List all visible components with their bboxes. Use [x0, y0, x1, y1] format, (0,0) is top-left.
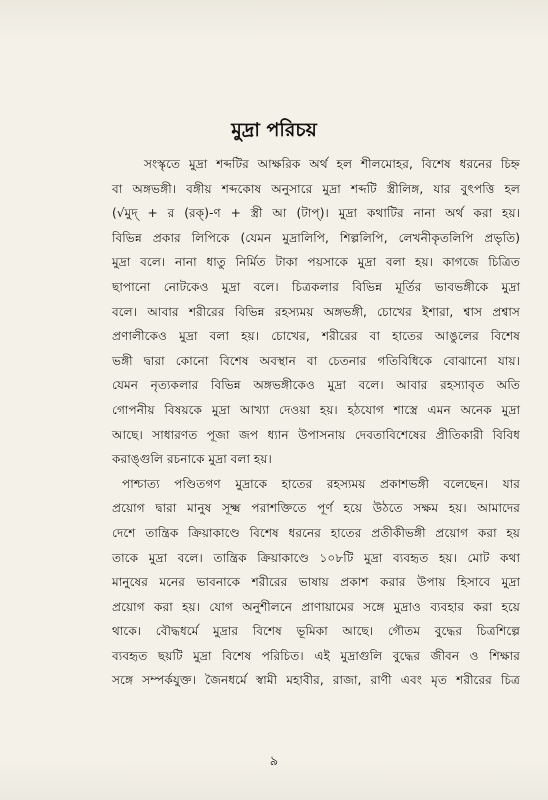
text-line: প্রয়োগ করা হয়। যোগ অনুশীলনে প্রাণায়ামের সঙ্গে মুদ্রাও ব্যবহার করা হয়ে	[112, 599, 520, 614]
text-line: থাকে। বৌদ্ধধর্মে মুদ্রার বিশেষ ভূমিকা আছে। গৌতম বুদ্ধের চিত্রশিল্পে	[112, 624, 520, 639]
text-line: মুদ্রা বলে। নানা ধাতু নির্মিত টাকা পয়সাকে মুদ্রা বলা হয়। কাগজে চিত্রিত	[112, 255, 520, 270]
text-line: বলে। আবার শরীরের বিভিন্ন রহস্যময় অঙ্গভঙ্গী, চোখের ইশারা, শ্বাস প্রশ্বাস	[112, 304, 520, 319]
text-line: বা অঙ্গভঙ্গী। বঙ্গীয় শব্দকোষ অনুসারে মুদ্রা শব্দটি স্ত্রীলিঙ্গ, যার বুৎপত্তি হল	[112, 181, 520, 196]
text-line: ছাপানো নোটকেও মুদ্রা বলে। চিত্রকলার বিভিন্ন মূর্তির ভাবভঙ্গীকে মুদ্রা	[112, 279, 520, 294]
text-line: আছে। সাধারণত পূজা জপ ধ্যান উপাসনায় দেবতাবিশেষের প্রীতিকারী বিবিধ	[112, 427, 520, 442]
text-line: ব্যবহৃত ছয়টি মুদ্রা বিশেষ পরিচিত। এই মুদ্রাগুলি বুদ্ধের জীবন ও শিক্ষার	[112, 648, 520, 663]
chapter-title: মুদ্রা পরিচয়	[231, 119, 317, 141]
text-line: ভঙ্গী দ্বারা কোনো বিশেষ অবস্থান বা চেতনার গতিবিধিকে বোঝানো যায়।	[112, 353, 520, 368]
page-number: ৯	[269, 754, 279, 769]
body-text	[112, 152, 520, 693]
text-line: বিভিন্ন প্রকার লিপিকে (যেমন মুদ্রালিপি, শিল্পলিপি, লেখনীকৃতলিপি প্রভৃতি)	[112, 230, 520, 245]
text-line: গোপনীয় বিষয়কে মুদ্রা আখ্যা দেওয়া হয়। হঠযোগ শাস্ত্রে এমন অনেক মুদ্রা	[112, 402, 520, 417]
text-line: প্রণালীকেও মুদ্রা বলা হয়। চোখের, শরীরের বা হাতের আঙুলের বিশেষ	[112, 329, 520, 344]
text-line: করাঙ্গুলি রচনাকে মুদ্রা বলা হয়।	[112, 452, 272, 467]
text-line: (√মুদ্ + র (রক্)-ণ + স্ত্রী আ (টাপ্)। মুদ্রা কথাটির নানা অর্থ করা হয়।	[112, 206, 520, 221]
text-line: সংস্কৃতে মুদ্রা শব্দটির আক্ষরিক অর্থ হল শীলমোহর, বিশেষ ধরনের চিহ্ন	[144, 157, 520, 171]
text-line: তাকে মুদ্রা বলে। তান্ত্রিক ক্রিয়াকাণ্ডে ১০৮টি মুদ্রা ব্যবহৃত হয়। মোট কথা	[112, 550, 520, 565]
text-line: মানুষের মনের ভাবনাকে শরীরের ভাষায় প্রকাশ করার উপায় হিসাবে মুদ্রা	[112, 575, 520, 590]
text-line: পাশ্চাত্য পণ্ডিতগণ মুদ্রাকে হাতের রহস্যময় প্রকাশভঙ্গী বলেছেন। যার	[122, 476, 520, 491]
text-line: সঙ্গে সম্পর্কযুক্ত। জৈনধর্মে স্বামী মহাবীর, রাজা, রাণী এবং মৃত শরীরের চিত্র	[112, 673, 520, 688]
text-line: যেমন নৃত্যকলার বিভিন্ন অঙ্গভঙ্গীকেও মুদ্রা বলে। আবার রহস্যাবৃত অতি	[112, 378, 520, 393]
bleed-through-text	[220, 8, 420, 18]
text-line: প্রয়োগ দ্বারা মানুষ সূক্ষ্ম পরাশক্তিতে পূর্ণ হয়ে উঠতে সক্ষম হয়। আমাদের	[112, 501, 520, 516]
text-line: দেশে তান্ত্রিক ক্রিয়াকাণ্ডে বিশেষ ধরনের হাতের প্রতীকীভঙ্গী প্রয়োগ করা হয়	[112, 525, 520, 540]
